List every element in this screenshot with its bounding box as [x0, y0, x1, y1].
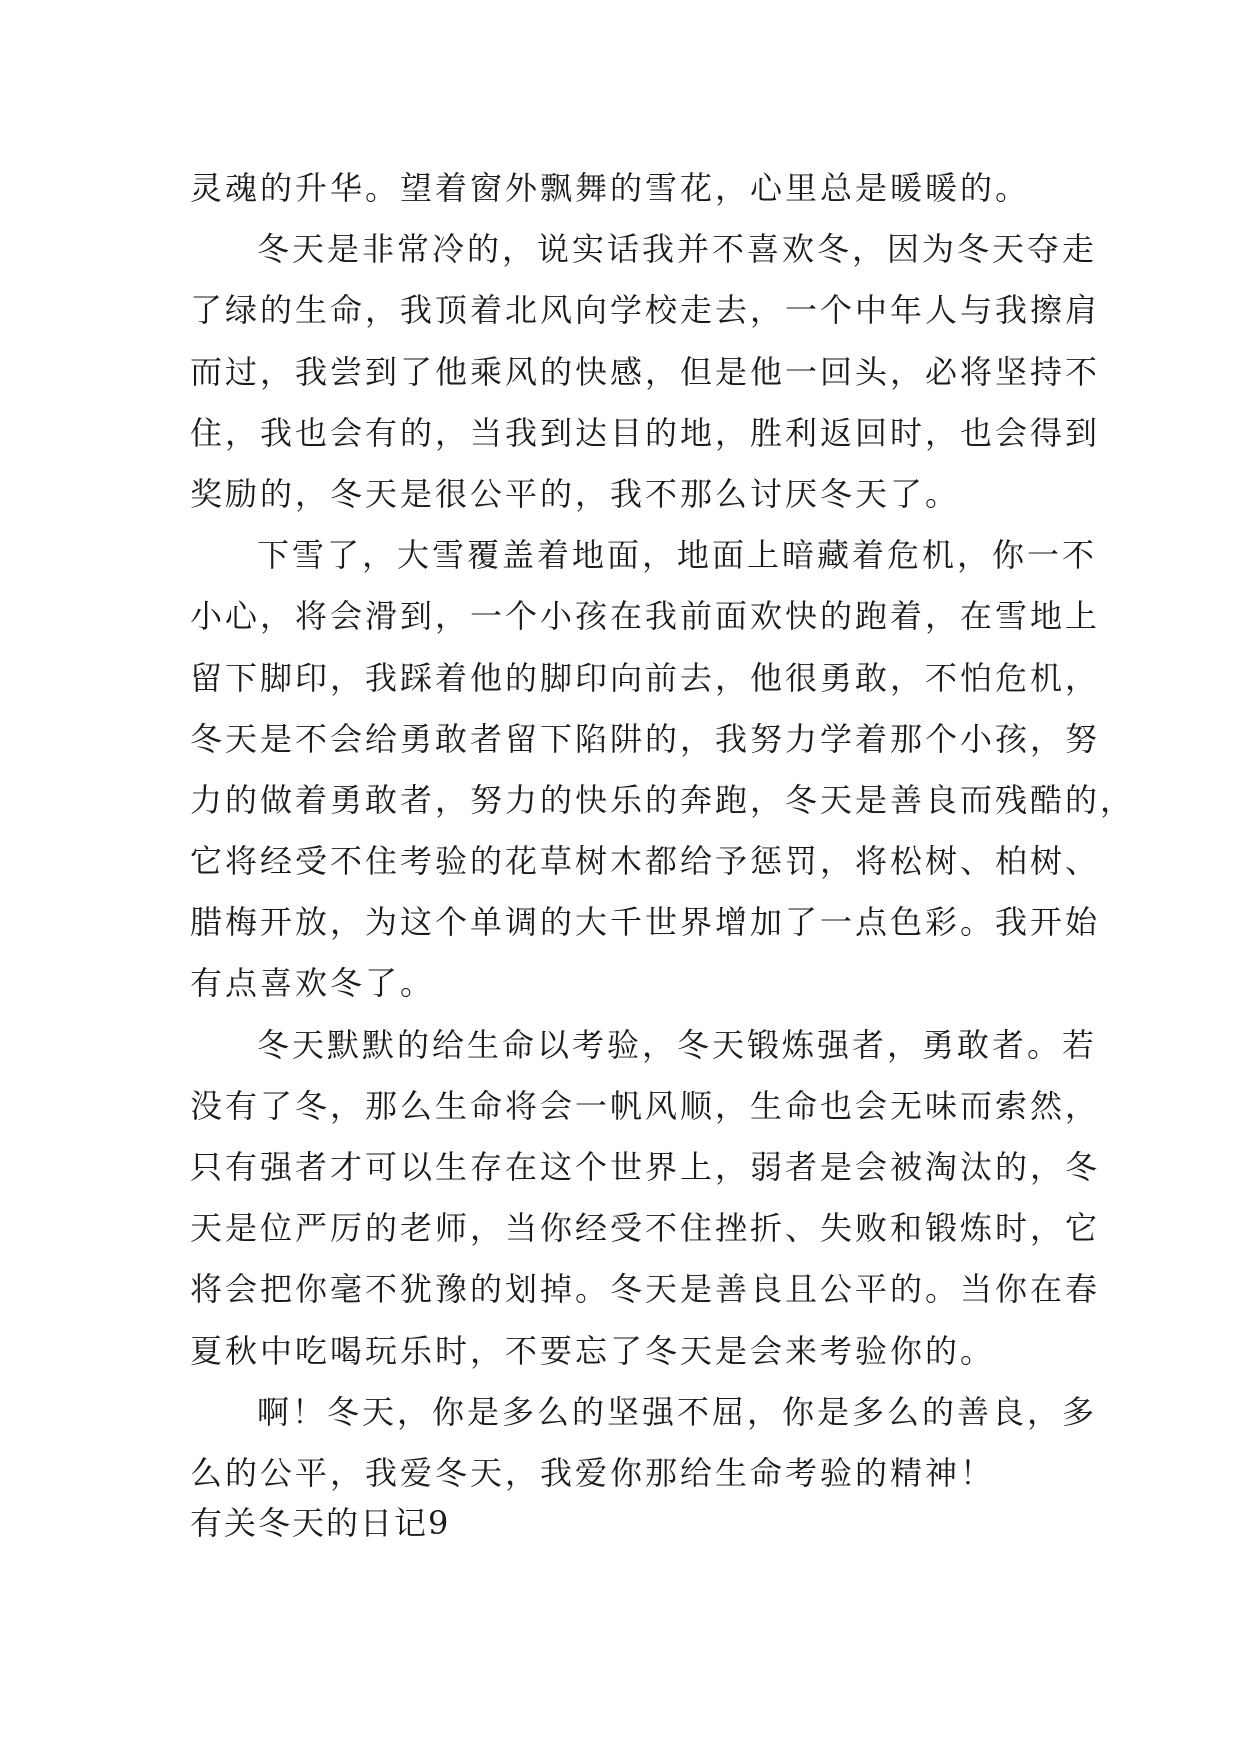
text-line: 灵魂的升华。望着窗外飘舞的雪花，心里总是暖暖的。 — [190, 169, 1031, 207]
text-line: 么的公平，我爱冬天，我爱你那给生命考验的精神！ — [190, 1453, 996, 1492]
text-line: 只有强者才可以生存在这个世界上，弱者是会被淘汰的，冬 — [190, 1148, 1101, 1186]
paragraph-start-line: 下雪了，大雪覆盖着地面，地面上暗藏着危机，你一不 — [257, 536, 1098, 575]
text-line: 小心，将会滑到，一个小孩在我前面欢快的跑着，在雪地上 — [190, 597, 1101, 636]
article-body — [190, 158, 1136, 1504]
text-line: 力的做着勇敢者，努力的快乐的奔跑，冬天是善良而残酷的， — [190, 780, 1136, 819]
text-line: 了绿的生命，我顶着北风向学校走去，一个中年人与我擦肩 — [190, 291, 1101, 330]
text-line: 没有了冬，那么生命将会一帆风顺，生命也会无味而索然， — [190, 1086, 1101, 1125]
paragraph-start-line: 冬天默默的给生命以考验，冬天锻炼强者，勇敢者。若 — [257, 1025, 1098, 1064]
text-line: 夏秋中吃喝玩乐时，不要忘了冬天是会来考验你的。 — [190, 1331, 996, 1370]
text-line: 留下脚印，我踩着他的脚印向前去，他很勇敢，不怕危机， — [190, 658, 1101, 697]
text-line: 冬天是不会给勇敢者留下陷阱的，我努力学着那个小孩，努 — [190, 719, 1101, 758]
text-line: 而过，我尝到了他乘风的快感，但是他一回头，必将坚持不 — [190, 352, 1101, 391]
text-line: 腊梅开放，为这个单调的大千世界增加了一点色彩。我开始 — [190, 903, 1101, 942]
section-heading: 有关冬天的日记9 — [190, 1504, 451, 1542]
text-line: 将会把你毫不犹豫的划掉。冬天是善良且公平的。当你在春 — [190, 1270, 1101, 1309]
text-line: 天是位严厉的老师，当你经受不住挫折、失败和锻炼时，它 — [190, 1209, 1101, 1248]
paragraph-start-line: 冬天是非常冷的，说实话我并不喜欢冬，因为冬天夺走 — [257, 230, 1098, 269]
text-line: 奖励的，冬天是很公平的，我不那么讨厌冬天了。 — [190, 474, 961, 513]
text-line: 它将经受不住考验的花草树木都给予惩罚，将松树、柏树、 — [190, 842, 1101, 881]
text-line: 有点喜欢冬了。 — [190, 964, 436, 1003]
text-line: 住，我也会有的，当我到达目的地，胜利返回时，也会得到 — [190, 413, 1101, 452]
paragraph-start-line: 啊！冬天，你是多么的坚强不屈，你是多么的善良，多 — [257, 1392, 1098, 1431]
